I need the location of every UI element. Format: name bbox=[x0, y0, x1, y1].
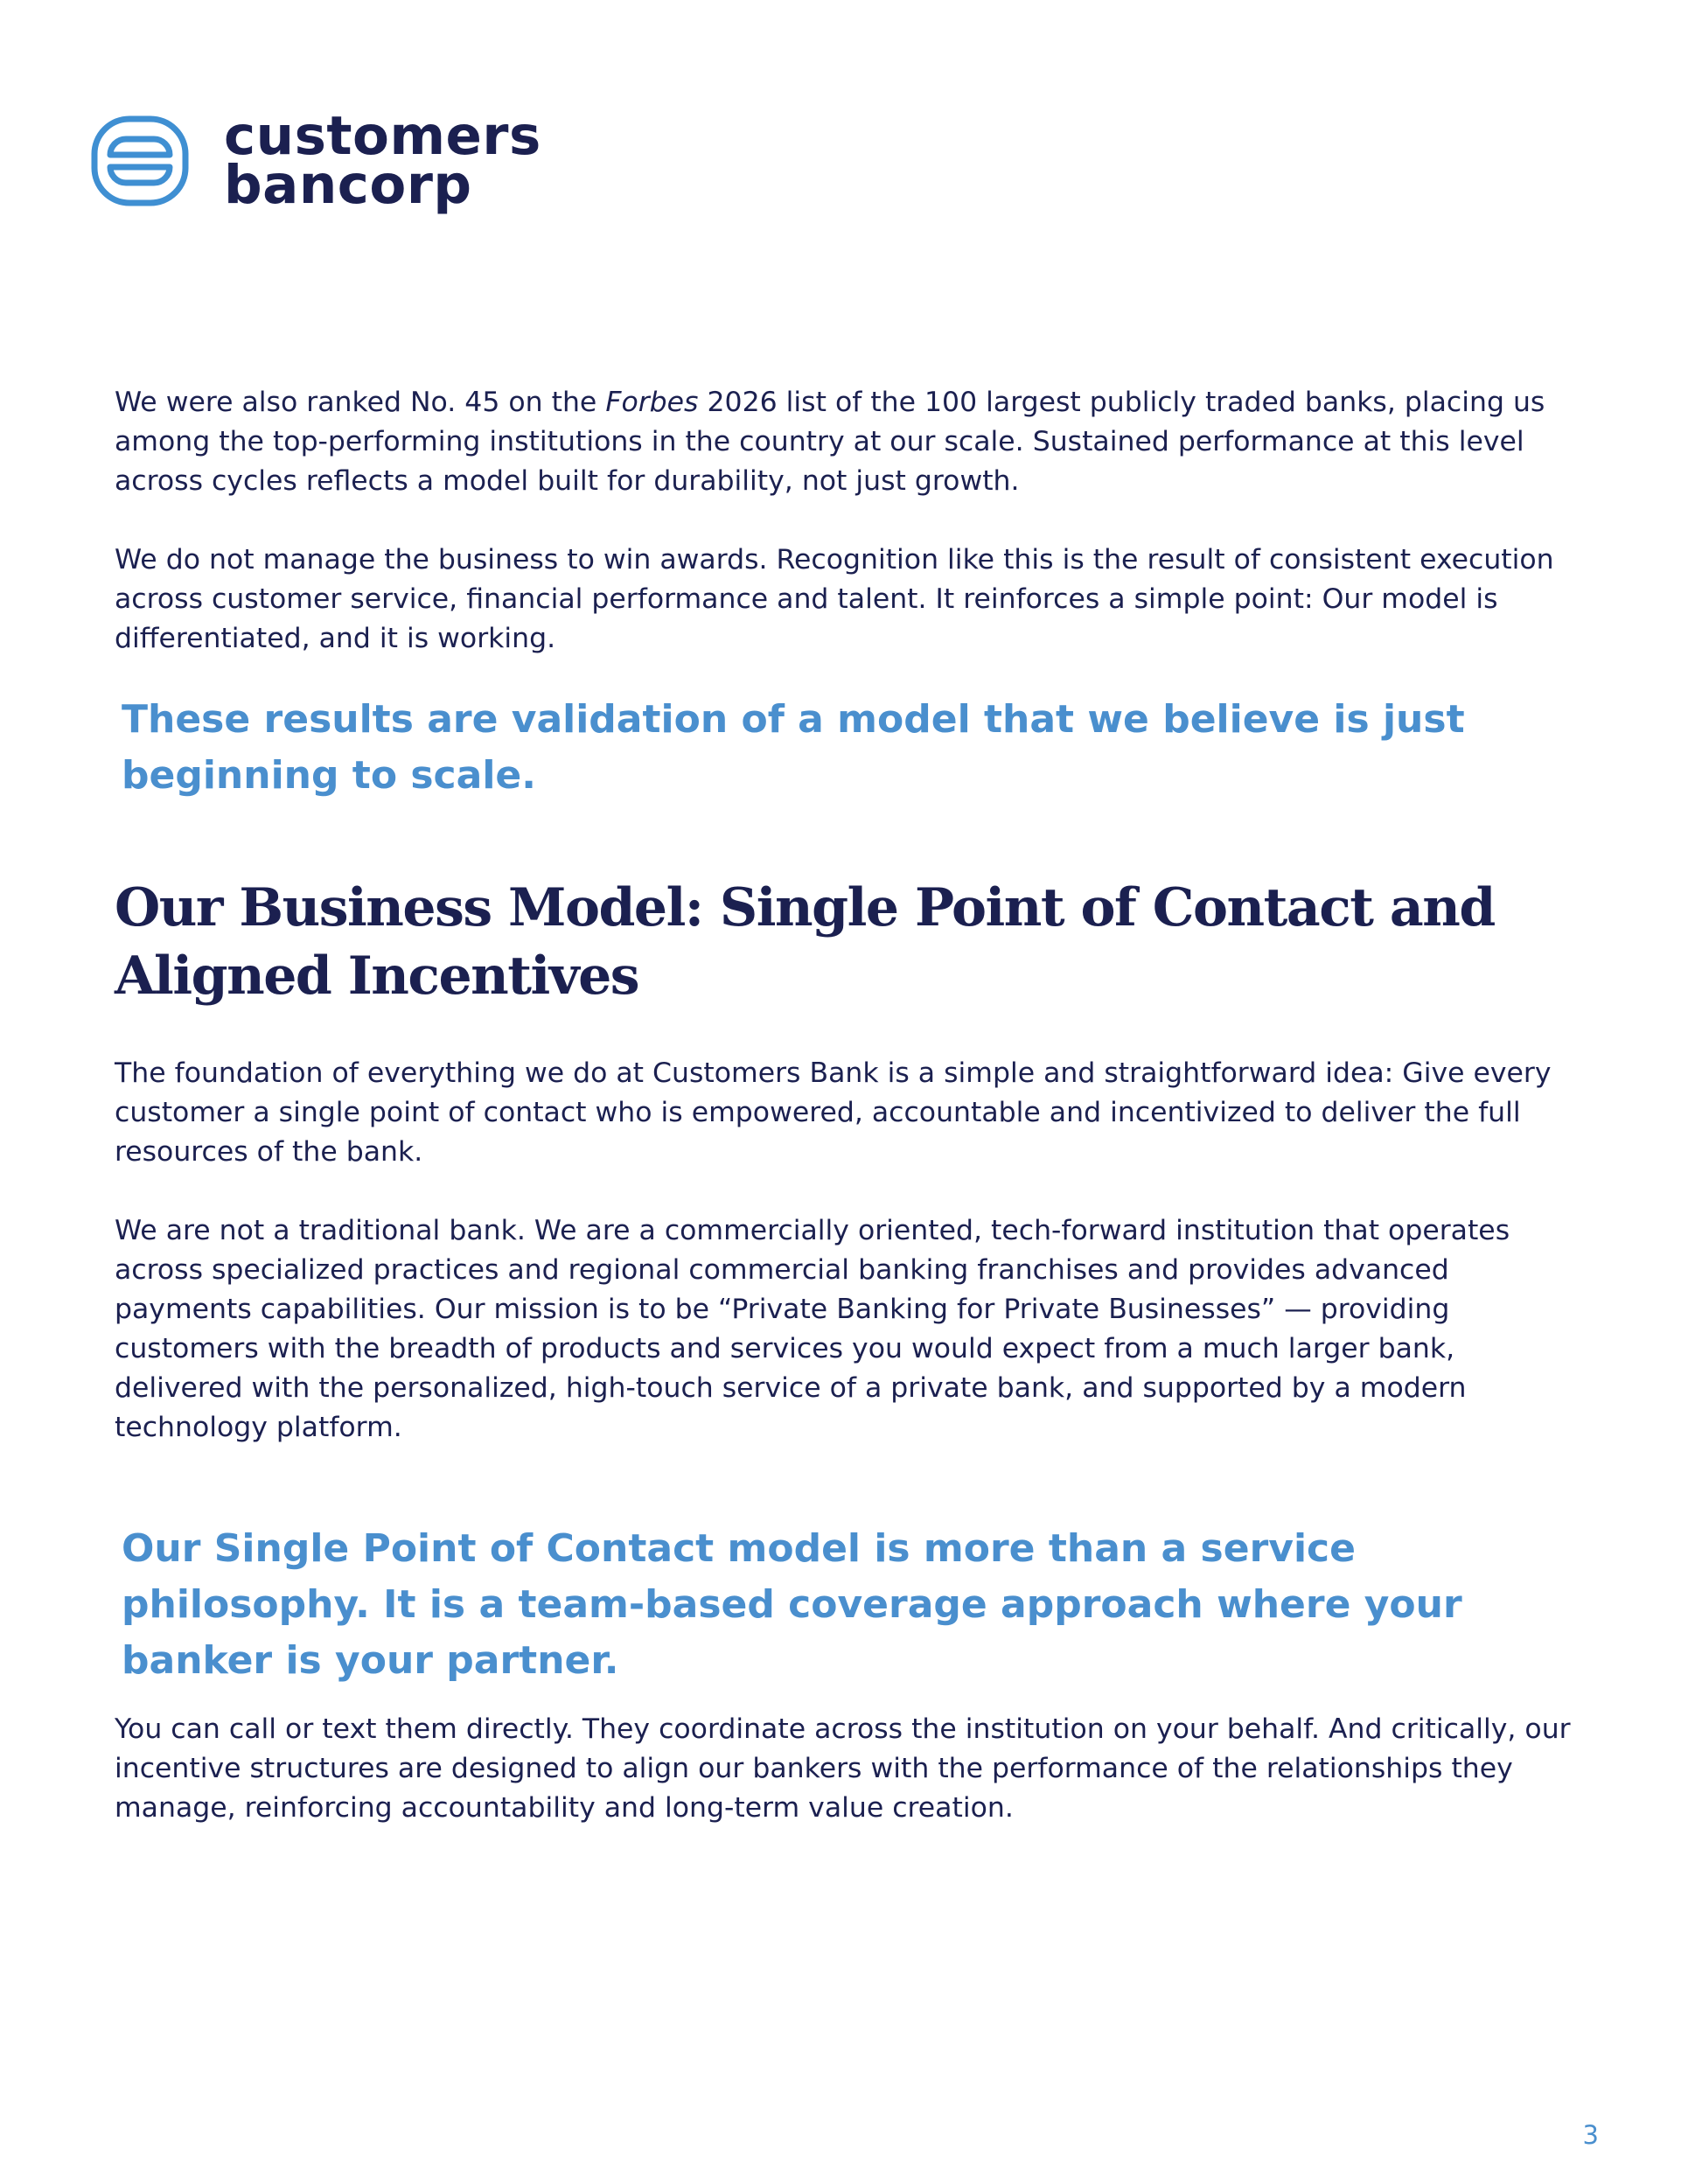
paragraph-forbes-before: We were also ranked No. 45 on the bbox=[115, 387, 606, 418]
paragraph-forbes-ranking bbox=[115, 383, 1584, 501]
paragraph-forbes-after: 2026 list of the 100 largest publicly traded banks, placing us among the top-performing institutions in the country at our scale. Sustained performance at this level across cycles reflects a model built for durability, not just growth. bbox=[115, 387, 1545, 497]
page-number: 3 bbox=[1582, 2120, 1599, 2150]
document-body bbox=[115, 383, 1584, 1828]
paragraph-call-or-text: You can call or text them directly. They coordinate across the institution on your behalf. And critically, our incentive structures are designed to align our bankers with the performance of the relationships they manage, reinforcing accountability and long-term value creation. bbox=[115, 1713, 1571, 1824]
logo-line-2: bancorp bbox=[224, 154, 472, 216]
logo-line-1: customers bbox=[224, 105, 541, 167]
company-logo bbox=[91, 105, 541, 216]
paragraph-awards: We do not manage the business to win awards. Recognition like this is the result of consistent execution across customer service, financial performance and talent. It reinforces a simple point: Our model is differentiated, and it is working. bbox=[115, 544, 1554, 654]
customers-bancorp-logo-icon bbox=[91, 115, 189, 206]
pull-quote-validation: These results are validation of a model that we believe is just beginning to scale. bbox=[122, 697, 1465, 798]
section-heading-business-model: Our Business Model: Single Point of Contact and Aligned Incentives bbox=[115, 877, 1495, 1007]
paragraph-foundation: The foundation of everything we do at Customers Bank is a simple and straightforward idea: Give every customer a single point of contact who is empowered, accountable and incentivized to deliver the full resources of the bank. bbox=[115, 1057, 1552, 1168]
logo-wordmark bbox=[224, 105, 541, 216]
forbes-title: Forbes bbox=[605, 387, 699, 418]
paragraph-not-traditional-bank: We are not a traditional bank. We are a commercially oriented, tech-forward institution that operates across specialized practices and regional commercial banking franchises and provides advanced payments capabilities. Our mission is to be “Private Banking for Private Businesses” — providing customers with the breadth of products and services you would expect from a much larger bank, delivered with the personalized, high-touch service of a private bank, and supported by a modern technology platform. bbox=[115, 1215, 1510, 1443]
pull-quote-single-point-of-contact: Our Single Point of Contact model is more than a service philosophy. It is a team-based coverage approach where your banker is your partner. bbox=[122, 1526, 1462, 1683]
